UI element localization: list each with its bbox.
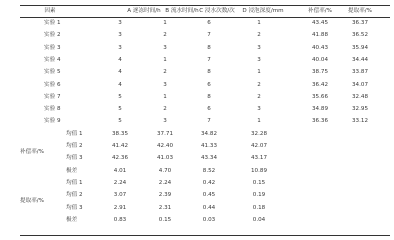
cell-a: 3.07 [113, 192, 127, 199]
cell-d: 1 [257, 20, 261, 26]
cell-y2: 34.44 [351, 56, 369, 63]
cell-y1: 41.88 [311, 32, 329, 39]
trial-label: 实验 2 [44, 32, 61, 39]
cell-a: 3 [118, 20, 122, 26]
group-label: 补偿率/% [20, 149, 44, 156]
cell-a: 4.01 [113, 167, 127, 174]
cell-y1: 40.43 [311, 44, 329, 51]
cell-c: 0.45 [202, 192, 216, 199]
stat-label: 均值 2 [66, 143, 83, 149]
cell-d: 10.89 [250, 167, 268, 174]
cell-b: 1 [163, 93, 167, 100]
cell-d: 43.17 [250, 155, 268, 162]
trial-label: 实验 4 [44, 56, 61, 63]
trial-label: 实验 5 [44, 69, 61, 76]
cell-d: 1 [257, 118, 261, 125]
cell-b: 1 [163, 20, 167, 26]
cell-a: 3 [118, 32, 122, 39]
cell-a: 0.83 [113, 216, 127, 223]
cell-y1: 43.45 [311, 20, 329, 26]
cell-b: 2.31 [158, 204, 172, 211]
header-y2: 提取率/% [348, 8, 372, 14]
cell-c: 7 [207, 56, 211, 63]
stat-label: 极差 [66, 216, 78, 223]
stat-label: 极差 [66, 167, 78, 174]
cell-c: 8 [207, 69, 211, 76]
cell-d: 3 [257, 56, 261, 63]
cell-y1: 36.36 [311, 118, 329, 125]
trial-label: 实验 6 [44, 81, 61, 88]
cell-d: 2 [257, 32, 261, 39]
cell-b: 42.40 [156, 143, 174, 149]
cell-c: 7 [207, 32, 211, 39]
cell-d: 3 [257, 44, 261, 51]
cell-b: 3 [163, 81, 167, 88]
stat-label: 均值 3 [66, 204, 83, 211]
header-c: C 浸水次数/次 [199, 8, 235, 14]
cell-c: 6 [207, 81, 211, 88]
cell-d: 3 [257, 106, 261, 113]
cell-b: 2 [163, 69, 167, 76]
group-label: 提取率/% [20, 198, 44, 205]
cell-a: 38.35 [111, 130, 129, 137]
trial-label: 实验 7 [44, 93, 61, 100]
trial-label: 实验 3 [44, 44, 61, 51]
cell-a: 3 [118, 44, 122, 51]
trial-label: 实验 1 [44, 20, 61, 26]
cell-b: 2 [163, 106, 167, 113]
cell-y2: 32.48 [351, 93, 369, 100]
cell-c: 6 [207, 20, 211, 26]
cell-y2: 36.52 [351, 32, 369, 39]
cell-b: 37.71 [156, 130, 174, 137]
cell-b: 41.03 [156, 155, 174, 162]
cell-d: 0.18 [252, 204, 266, 211]
cell-c: 6 [207, 106, 211, 113]
cell-d: 1 [257, 69, 261, 76]
cell-a: 5 [118, 106, 122, 113]
cell-c: 34.82 [200, 130, 218, 137]
cell-b: 2 [163, 32, 167, 39]
cell-a: 5 [118, 118, 122, 125]
cell-c: 0.42 [202, 179, 216, 186]
cell-y1: 36.42 [311, 81, 329, 88]
cell-a: 2.91 [113, 204, 127, 211]
cell-y2: 33.12 [351, 118, 369, 125]
cell-d: 0.19 [252, 192, 266, 199]
table-bottom-rule [20, 235, 390, 236]
cell-c: 8.52 [202, 167, 216, 174]
cell-y2: 34.07 [351, 81, 369, 88]
cell-y2: 36.37 [351, 20, 369, 26]
cell-b: 3 [163, 118, 167, 125]
cell-y1: 38.75 [311, 69, 329, 76]
cell-b: 1 [163, 56, 167, 63]
stat-label: 均值 1 [66, 179, 83, 186]
cell-c: 8 [207, 44, 211, 51]
cell-c: 7 [207, 118, 211, 125]
cell-c: 41.33 [200, 143, 218, 149]
cell-d: 2 [257, 93, 261, 100]
table-header-rule [20, 17, 390, 18]
cell-d: 0.15 [252, 179, 266, 186]
cell-y2: 35.94 [351, 44, 369, 51]
cell-y1: 35.66 [311, 93, 329, 100]
cell-c: 0.44 [202, 204, 216, 211]
cell-y1: 40.04 [311, 56, 329, 63]
stat-label: 均值 2 [66, 192, 83, 199]
cell-y1: 34.89 [311, 106, 329, 113]
cell-a: 5 [118, 93, 122, 100]
cell-d: 32.28 [250, 130, 268, 137]
header-d: D 浸泡深度/mm [242, 8, 284, 14]
cell-c: 8 [207, 93, 211, 100]
header-b: B 流水时间/h [165, 8, 199, 14]
cell-b: 0.15 [158, 216, 172, 223]
cell-b: 2.24 [158, 179, 172, 186]
header-a: A 逐冻时间/h [127, 8, 161, 14]
cell-c: 43.34 [200, 155, 218, 162]
cell-d: 42.07 [250, 143, 268, 149]
cell-b: 2.39 [158, 192, 172, 199]
header-y1: 补偿率/% [308, 8, 332, 14]
trial-label: 实验 9 [44, 118, 61, 125]
cell-d: 2 [257, 81, 261, 88]
cell-a: 42.36 [111, 155, 129, 162]
cell-b: 3 [163, 44, 167, 51]
cell-b: 4.70 [158, 167, 172, 174]
cell-c: 0.03 [202, 216, 216, 223]
cell-y2: 32.95 [351, 106, 369, 113]
cell-d: 0.04 [252, 216, 266, 223]
cell-a: 4 [118, 69, 122, 76]
stat-label: 均值 1 [66, 130, 83, 137]
header-factor: 因素 [44, 8, 56, 14]
stat-label: 均值 3 [66, 155, 83, 162]
cell-a: 4 [118, 56, 122, 63]
cell-y2: 33.87 [351, 69, 369, 76]
cell-a: 2.24 [113, 179, 127, 186]
trial-label: 实验 8 [44, 106, 61, 113]
cell-a: 4 [118, 81, 122, 88]
cell-a: 41.42 [111, 143, 129, 149]
